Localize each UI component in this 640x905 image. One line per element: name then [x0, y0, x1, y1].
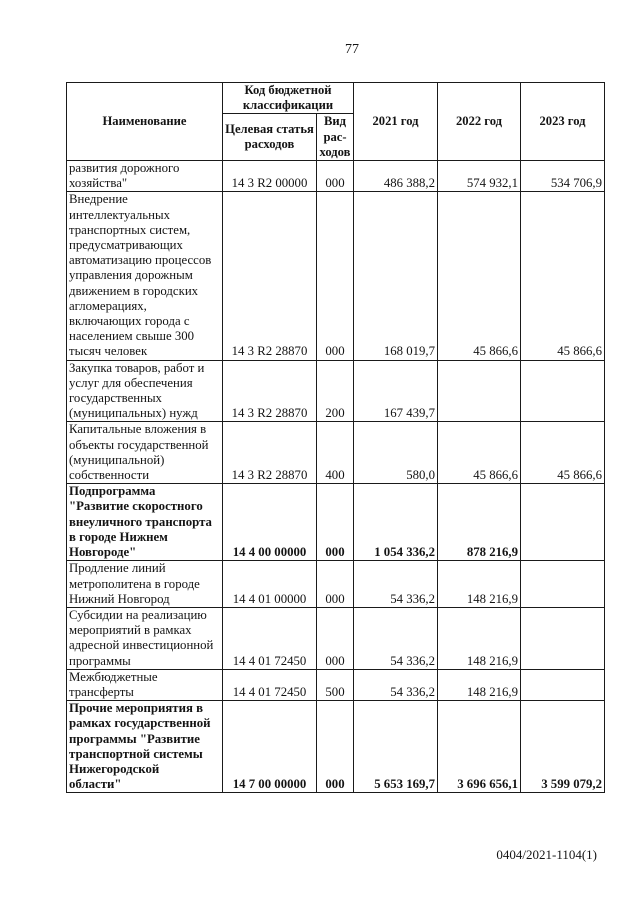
table-row [67, 669, 605, 700]
cell-name-line: (муниципальной) [69, 452, 165, 467]
cell-name [67, 161, 223, 192]
cell-name-line: государственных [69, 391, 162, 406]
cell-2021: 168 019,7 [354, 192, 438, 360]
cell-name-line: Новгороде" [69, 545, 137, 560]
cell-name-line: развития дорожного [69, 161, 180, 176]
cell-2021: 54 336,2 [354, 669, 438, 700]
cell-expense-type: 000 [317, 161, 354, 192]
cell-name [67, 669, 223, 700]
cell-expense-type: 200 [317, 360, 354, 422]
cell-name-line: "Развитие скоростного [69, 499, 203, 514]
cell-target-article: 14 3 R2 00000 [223, 161, 317, 192]
header-budget-code-line: классификации [242, 98, 334, 113]
cell-2022: 878 216,9 [438, 484, 521, 561]
header-year-2021: 2021 год [354, 83, 438, 161]
header-row [67, 83, 605, 114]
cell-name [67, 484, 223, 561]
cell-name-line: в городе Нижнем [69, 529, 168, 544]
cell-2023 [521, 484, 605, 561]
cell-name-line: Субсидии на реализацию [69, 607, 207, 622]
header-target-article-line: Целевая статья [225, 122, 314, 136]
cell-expense-type: 000 [317, 192, 354, 360]
header-target-article [223, 114, 317, 161]
cell-name-line: (муниципальных) нужд [69, 406, 198, 421]
table-row [67, 422, 605, 484]
cell-name-line: области" [69, 777, 122, 792]
table-row [67, 484, 605, 561]
cell-name-line: транспортной системы [69, 746, 203, 761]
cell-name-line: автоматизацию процессов [69, 253, 212, 268]
cell-2023: 534 706,9 [521, 161, 605, 192]
cell-target-article: 14 4 01 72450 [223, 607, 317, 669]
table-row [67, 607, 605, 669]
cell-name-line: программы "Развитие [69, 731, 200, 746]
cell-target-article: 14 3 R2 28870 [223, 192, 317, 360]
cell-name-line: мероприятий в рамках [69, 623, 192, 638]
cell-name-line: хозяйства" [69, 176, 128, 191]
budget-table [66, 82, 605, 793]
cell-name-line: населением свыше 300 [69, 329, 195, 344]
cell-name-line: интеллектуальных [69, 207, 170, 222]
cell-2023: 3 599 079,2 [521, 701, 605, 793]
cell-expense-type: 500 [317, 669, 354, 700]
cell-expense-type: 000 [317, 561, 354, 608]
cell-name [67, 192, 223, 360]
cell-2021: 580,0 [354, 422, 438, 484]
cell-name-line: собственности [69, 468, 150, 483]
cell-name [67, 422, 223, 484]
cell-2022: 148 216,9 [438, 561, 521, 608]
cell-name-line: Прочие мероприятия в [69, 701, 203, 716]
cell-name [67, 360, 223, 422]
cell-2022: 148 216,9 [438, 669, 521, 700]
cell-name-line: Нижегородской [69, 761, 160, 776]
header-expense-type-line: Вид [323, 114, 347, 129]
cell-name [67, 561, 223, 608]
header-expense-type-line: ходов [319, 144, 351, 159]
cell-name-line: услуг для обеспечения [69, 375, 193, 390]
cell-expense-type: 000 [317, 701, 354, 793]
cell-target-article: 14 4 01 72450 [223, 669, 317, 700]
cell-expense-type: 000 [317, 484, 354, 561]
cell-2022: 574 932,1 [438, 161, 521, 192]
cell-name-line: программы [69, 653, 131, 668]
cell-2023 [521, 561, 605, 608]
header-name: Наименование [67, 83, 223, 161]
cell-name-line: включающих города с [69, 314, 190, 329]
header-expense-type-line: рас- [323, 129, 347, 144]
table-row [67, 360, 605, 422]
cell-2022: 45 866,6 [438, 192, 521, 360]
cell-name-line: предусматривающих [69, 238, 183, 253]
cell-name-line: управления дорожным [69, 268, 193, 283]
cell-2023: 45 866,6 [521, 422, 605, 484]
cell-2023 [521, 607, 605, 669]
cell-2021: 54 336,2 [354, 561, 438, 608]
cell-name-line: Внедрение [69, 192, 128, 207]
table-row [67, 701, 605, 793]
cell-name-line: Подпрограмма [69, 484, 156, 499]
cell-2023 [521, 669, 605, 700]
table-body [67, 161, 605, 793]
cell-name [67, 607, 223, 669]
cell-2022: 3 696 656,1 [438, 701, 521, 793]
cell-2021: 486 388,2 [354, 161, 438, 192]
header-year-2022: 2022 год [438, 83, 521, 161]
cell-name-line: Межбюджетные [69, 669, 158, 684]
table-row [67, 161, 605, 192]
cell-target-article: 14 4 00 00000 [223, 484, 317, 561]
cell-name-line: Закупка товаров, работ и [69, 360, 205, 375]
cell-name [67, 701, 223, 793]
cell-2021: 5 653 169,7 [354, 701, 438, 793]
cell-2022: 148 216,9 [438, 607, 521, 669]
cell-2023 [521, 360, 605, 422]
document-code: 0404/2021-1104(1) [496, 847, 597, 862]
cell-2022: 45 866,6 [438, 422, 521, 484]
cell-2022 [438, 360, 521, 422]
cell-name-line: Нижний Новгород [69, 591, 170, 606]
cell-2023: 45 866,6 [521, 192, 605, 360]
cell-2021: 167 439,7 [354, 360, 438, 422]
cell-target-article: 14 3 R2 28870 [223, 360, 317, 422]
cell-name-line: рамках государственной [69, 716, 211, 731]
cell-name-line: метрополитена в городе [69, 576, 200, 591]
cell-name-line: объекты государственной [69, 437, 209, 452]
header-expense-type [317, 114, 354, 161]
table-row [67, 561, 605, 608]
cell-target-article: 14 4 01 00000 [223, 561, 317, 608]
header-budget-code-line: Код бюджетной [244, 83, 332, 97]
cell-expense-type: 400 [317, 422, 354, 484]
cell-name-line: движением в городских [69, 283, 199, 298]
cell-2021: 54 336,2 [354, 607, 438, 669]
header-year-2023: 2023 год [521, 83, 605, 161]
page-number: 77 [345, 42, 359, 57]
cell-name-line: агломерациях, [69, 298, 147, 313]
header-target-article-line: расходов [244, 137, 295, 152]
cell-2021: 1 054 336,2 [354, 484, 438, 561]
cell-name-line: Капитальные вложения в [69, 422, 207, 437]
cell-name-line: трансферты [69, 684, 134, 699]
cell-name-line: транспортных систем, [69, 222, 191, 237]
header-budget-code [223, 83, 354, 114]
cell-name-line: внеуличного транспорта [69, 514, 212, 529]
cell-name-line: тысяч человек [69, 344, 148, 359]
cell-target-article: 14 3 R2 28870 [223, 422, 317, 484]
cell-target-article: 14 7 00 00000 [223, 701, 317, 793]
cell-name-line: адресной инвестиционной [69, 638, 214, 653]
cell-expense-type: 000 [317, 607, 354, 669]
table-header [67, 83, 605, 161]
cell-name-line: Продление линий [69, 561, 166, 576]
table-row [67, 192, 605, 360]
